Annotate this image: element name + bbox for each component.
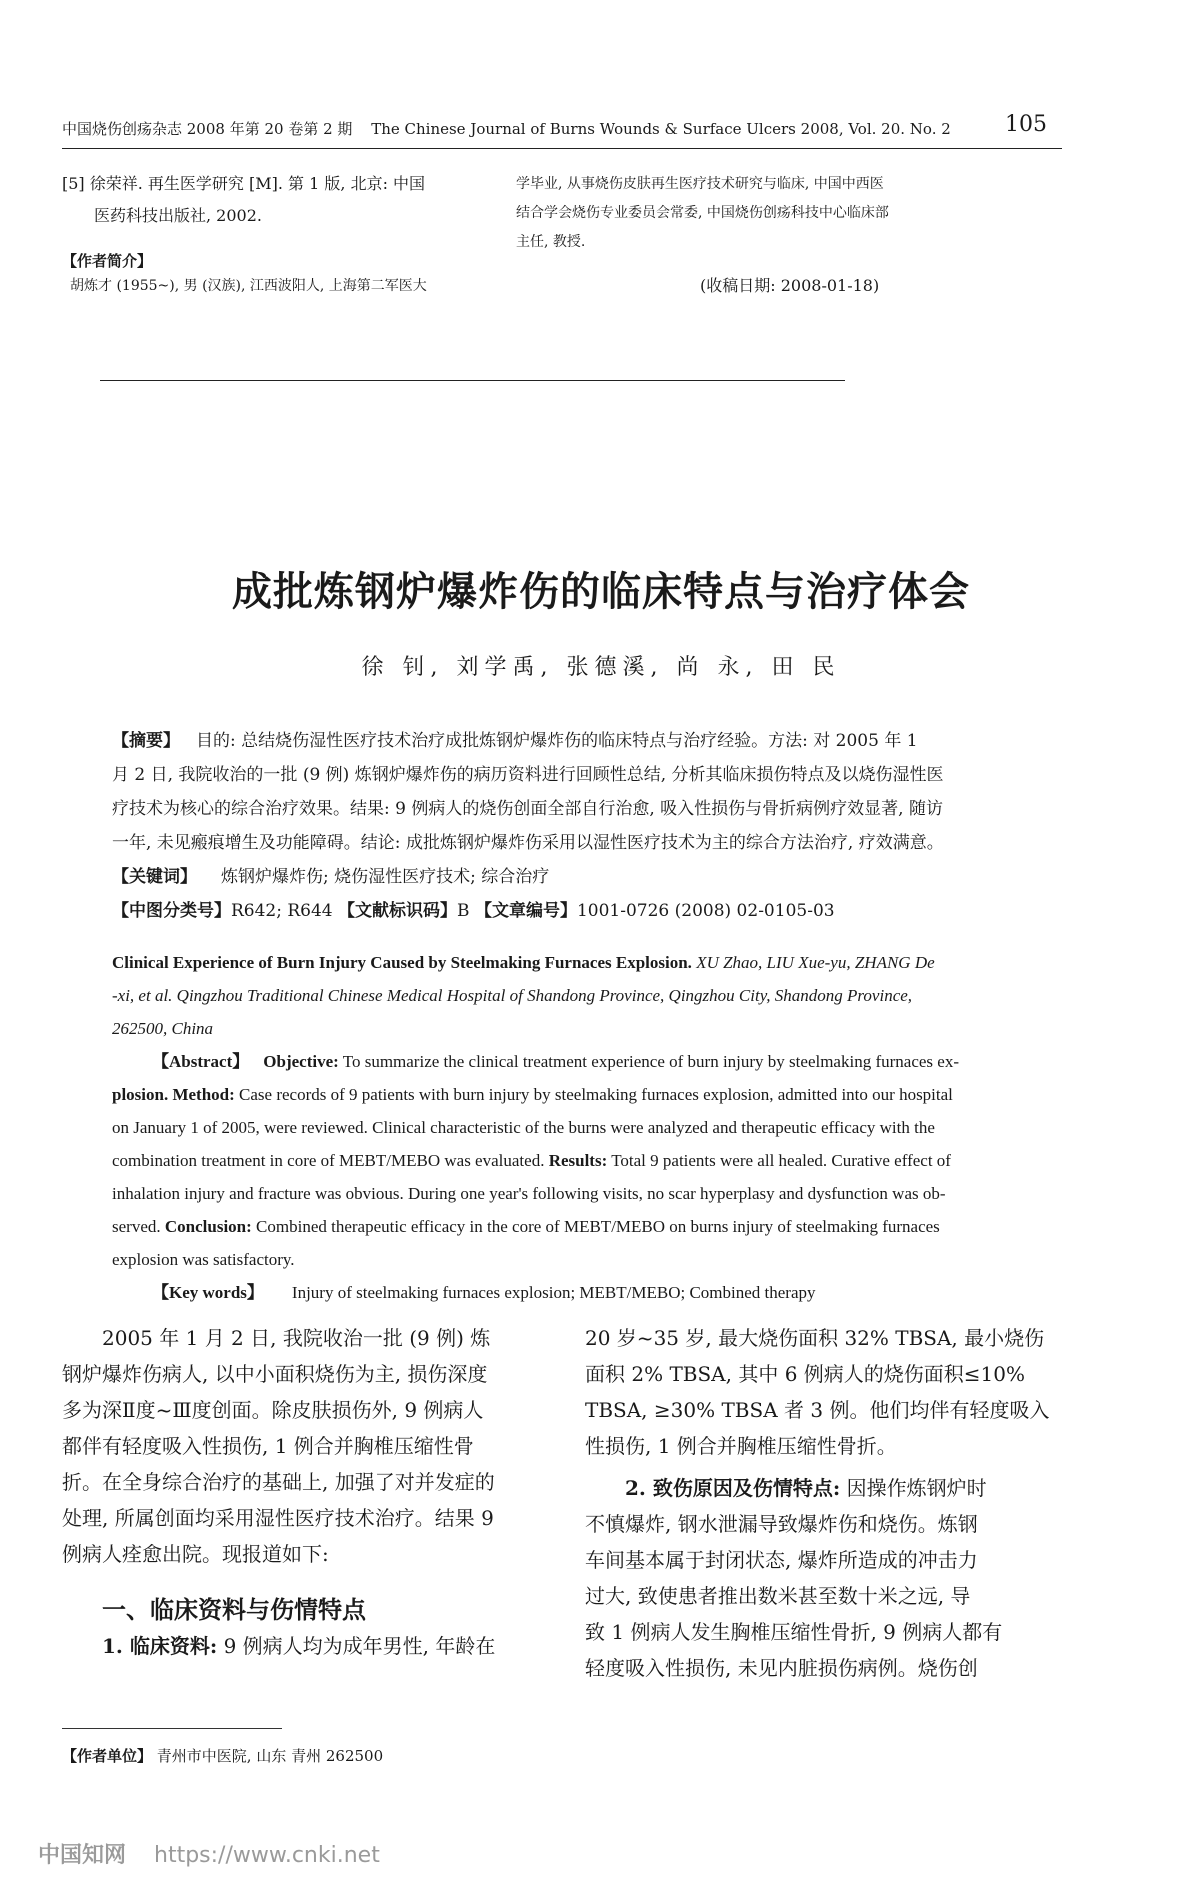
author-intro-right-line2: 结合学会烧伤专业委员会常委, 中国烧伤创疡科技中心临床部 bbox=[516, 205, 889, 221]
results-label: Results: bbox=[548, 1151, 608, 1170]
keywords-cn-text: 炼钢炉爆炸伤; 烧伤湿性医疗技术; 综合治疗 bbox=[221, 867, 550, 887]
header-rule bbox=[62, 148, 1062, 149]
english-abstract-text1: To summarize the clinical treatment experience of burn injury by steelmaking furnaces ex- bbox=[342, 1052, 959, 1071]
english-keywords bbox=[112, 1276, 1022, 1309]
body-right-line8: 过大, 致使患者推出数米甚至数十米之远, 导 bbox=[585, 1584, 971, 1608]
body-right-line2: 面积 2% TBSA, 其中 6 例病人的烧伤面积≤10% bbox=[585, 1362, 1025, 1386]
english-abstract-text2: Case records of 9 patients with burn injury by steelmaking furnaces explosion, admitted into our hospital bbox=[239, 1085, 953, 1104]
abstract-cn-line4: 一年, 未见瘢痕增生及功能障碍。结论: 成批炼钢炉爆炸伤采用以湿性医疗技术为主的综合方法治疗, 疗效满意。 bbox=[112, 833, 944, 853]
cnki-footer bbox=[38, 1838, 380, 1869]
abstract-cn-line1 bbox=[112, 724, 1022, 758]
english-abstract-text4b: Total 9 patients were all healed. Curative effect of bbox=[611, 1151, 951, 1170]
author-intro-right-line3: 主任, 教授. bbox=[516, 234, 586, 250]
english-authors2: -xi, et al. Qingzhou Traditional Chinese Medical Hospital of Shandong Province, Qingzhou City, Shandong Province, bbox=[112, 986, 913, 1005]
english-authors3: 262500, China bbox=[112, 1019, 214, 1038]
keywords-cn-label: 【关键词】 bbox=[112, 867, 197, 887]
subsection-2-label: 2. 致伤原因及伤情特点: bbox=[625, 1476, 841, 1500]
classification-label: 【中图分类号】 bbox=[112, 901, 231, 921]
doc-code-label: 【文献标识码】 bbox=[338, 901, 458, 921]
body-right-line10: 轻度吸入性损伤, 未见内脏损伤病例。烧伤创 bbox=[585, 1656, 978, 1680]
author-intro-right bbox=[516, 170, 1016, 257]
subsection-1 bbox=[62, 1628, 537, 1664]
reference-5-line1: [5] 徐荣祥. 再生医学研究 [M]. 第 1 版, 北京: 中国 bbox=[62, 174, 426, 193]
running-header bbox=[62, 118, 1062, 142]
author-intro-right-line1: 学毕业, 从事烧伤皮肤再生医疗技术研究与临床, 中国中西医 bbox=[516, 176, 884, 192]
body-right-line3: TBSA, ≥30% TBSA 者 3 例。他们均伴有轻度吸入 bbox=[585, 1398, 1050, 1422]
journal-en: The Chinese Journal of Burns Wounds & Surface Ulcers 2008, Vol. 20. No. 2 bbox=[371, 120, 951, 138]
method-label: plosion. Method: bbox=[112, 1085, 235, 1104]
english-abstract-text4a: combination treatment in core of MEBT/MEBO was evaluated. bbox=[112, 1151, 545, 1170]
footnote-rule bbox=[62, 1728, 282, 1729]
body-left-line2: 钢炉爆炸伤病人, 以中小面积烧伤为主, 损伤深度 bbox=[62, 1362, 488, 1386]
classification-value: R642; R644 bbox=[231, 901, 333, 921]
reference-5-line2: 医药科技出版社, 2002. bbox=[94, 206, 262, 225]
english-title: Clinical Experience of Burn Injury Caused by Steelmaking Furnaces Explosion. bbox=[112, 953, 692, 972]
subsection-1-text: 9 例病人均为成年男性, 年龄在 bbox=[223, 1634, 496, 1658]
conclusion-label: Conclusion: bbox=[164, 1217, 252, 1236]
body-left-line7: 例病人痊愈出院。现报道如下: bbox=[62, 1542, 329, 1566]
body-right-line7: 车间基本属于封闭状态, 爆炸所造成的冲击力 bbox=[585, 1548, 978, 1572]
english-keywords-label: 【Key words】 bbox=[152, 1283, 264, 1302]
page-number: 105 bbox=[1005, 112, 1047, 137]
abstract-cn-line3: 疗技术为核心的综合治疗效果。结果: 9 例病人的烧伤创面全部自行治愈, 吸入性损伤与骨折病例疗效显著, 随访 bbox=[112, 799, 943, 819]
body-left-line5: 折。在全身综合治疗的基础上, 加强了对并发症的 bbox=[62, 1470, 495, 1494]
author-intro-left: 胡炼才 (1955~), 男 (汉族), 江西波阳人, 上海第二军医大 bbox=[70, 278, 427, 294]
received-date: (收稿日期: 2008-01-18) bbox=[700, 276, 880, 295]
objective-label: Objective: bbox=[263, 1052, 339, 1071]
english-abstract-text6a: served. bbox=[112, 1217, 161, 1236]
body-left-line6: 处理, 所属创面均采用湿性医疗技术治疗。结果 9 bbox=[62, 1506, 494, 1530]
section-heading: 一、临床资料与伤情特点 bbox=[102, 1596, 366, 1624]
english-abstract-line1 bbox=[112, 1045, 1022, 1078]
english-abstract-line7: explosion was satisfactory. bbox=[112, 1250, 295, 1269]
reference-5 bbox=[62, 168, 522, 232]
abstract-cn-text1: 目的: 总结烧伤湿性医疗技术治疗成批炼钢炉爆炸伤的临床特点与治疗经验。方法: 对 2005 年 1 bbox=[196, 731, 918, 751]
journal-cn: 中国烧伤创疡杂志 2008 年第 20 卷第 2 期 bbox=[62, 120, 353, 138]
article-authors: 徐 钊, 刘学禹, 张德溪, 尚 永, 田 民 bbox=[361, 655, 841, 680]
english-authors1: XU Zhao, LIU Xue-yu, ZHANG De bbox=[696, 953, 935, 972]
subsection-2 bbox=[585, 1470, 1060, 1506]
affiliation-text: 青州市中医院, 山东 青州 262500 bbox=[156, 1747, 384, 1765]
english-abstract-line3: on January 1 of 2005, were reviewed. Clinical characteristic of the burns were analyzed and therapeutic efficacy with the bbox=[112, 1118, 935, 1137]
author-affiliation bbox=[62, 1745, 383, 1766]
cnki-link[interactable]: https://www.cnki.net bbox=[154, 1843, 380, 1868]
body-right-line1: 20 岁~35 岁, 最大烧伤面积 32% TBSA, 最小烧伤 bbox=[585, 1326, 1045, 1350]
body-right-line9: 致 1 例病人发生胸椎压缩性骨折, 9 例病人都有 bbox=[585, 1620, 1003, 1644]
abstract-cn-line2: 月 2 日, 我院收治的一批 (9 例) 炼钢炉爆炸伤的病历资料进行回顾性总结, 分析其临床损伤特点及以烧伤湿性医 bbox=[112, 765, 944, 785]
english-abstract-line5: inhalation injury and fracture was obvious. During one year's following visits, no scar hyperplasy and dysfunction was ob- bbox=[112, 1184, 946, 1203]
subsection-2-text: 因操作炼钢炉时 bbox=[846, 1476, 987, 1500]
keywords-cn bbox=[112, 860, 1022, 894]
article-title: 成批炼钢炉爆炸伤的临床特点与治疗体会 bbox=[232, 569, 970, 615]
abstract-cn bbox=[112, 724, 1022, 928]
subsection-1-label: 1. 临床资料: bbox=[102, 1634, 218, 1658]
affiliation-label: 【作者单位】 bbox=[62, 1747, 153, 1765]
body-right-line4: 性损伤, 1 例合并胸椎压缩性骨折。 bbox=[585, 1434, 897, 1458]
english-title-line1 bbox=[112, 946, 1022, 979]
classification-line bbox=[112, 894, 1022, 928]
abstract-cn-label: 【摘要】 bbox=[112, 731, 180, 751]
article-number-value: 1001-0726 (2008) 02-0105-03 bbox=[576, 901, 835, 921]
english-abstract-line4 bbox=[112, 1144, 1022, 1177]
body-right-column bbox=[585, 1320, 1060, 1686]
english-abstract-line6 bbox=[112, 1210, 1022, 1243]
body-right-line6: 不慎爆炸, 钢水泄漏导致爆炸伤和烧伤。炼钢 bbox=[585, 1512, 978, 1536]
english-abstract-line2 bbox=[112, 1078, 1022, 1111]
english-abstract-label: 【Abstract】 bbox=[152, 1052, 250, 1071]
body-left-line1: 2005 年 1 月 2 日, 我院收治一批 (9 例) 炼 bbox=[102, 1326, 491, 1350]
english-abstract-text6b: Combined therapeutic efficacy in the core of MEBT/MEBO on burns injury of steelmaking furnaces bbox=[256, 1217, 940, 1236]
abstract-en bbox=[112, 946, 1022, 1309]
section-separator bbox=[100, 380, 845, 381]
article-number-label: 【文章编号】 bbox=[474, 901, 577, 921]
english-keywords-text: Injury of steelmaking furnaces explosion; MEBT/MEBO; Combined therapy bbox=[291, 1283, 816, 1302]
author-intro-heading: 【作者简介】 bbox=[62, 252, 153, 270]
body-left-line4: 都伴有轻度吸入性损伤, 1 例合并胸椎压缩性骨 bbox=[62, 1434, 474, 1458]
doc-code-value: B bbox=[457, 901, 470, 921]
cnki-brand: 中国知网 bbox=[38, 1843, 127, 1868]
body-left-line3: 多为深Ⅱ度~Ⅲ度创面。除皮肤损伤外, 9 例病人 bbox=[62, 1398, 484, 1422]
body-left-column bbox=[62, 1320, 537, 1664]
